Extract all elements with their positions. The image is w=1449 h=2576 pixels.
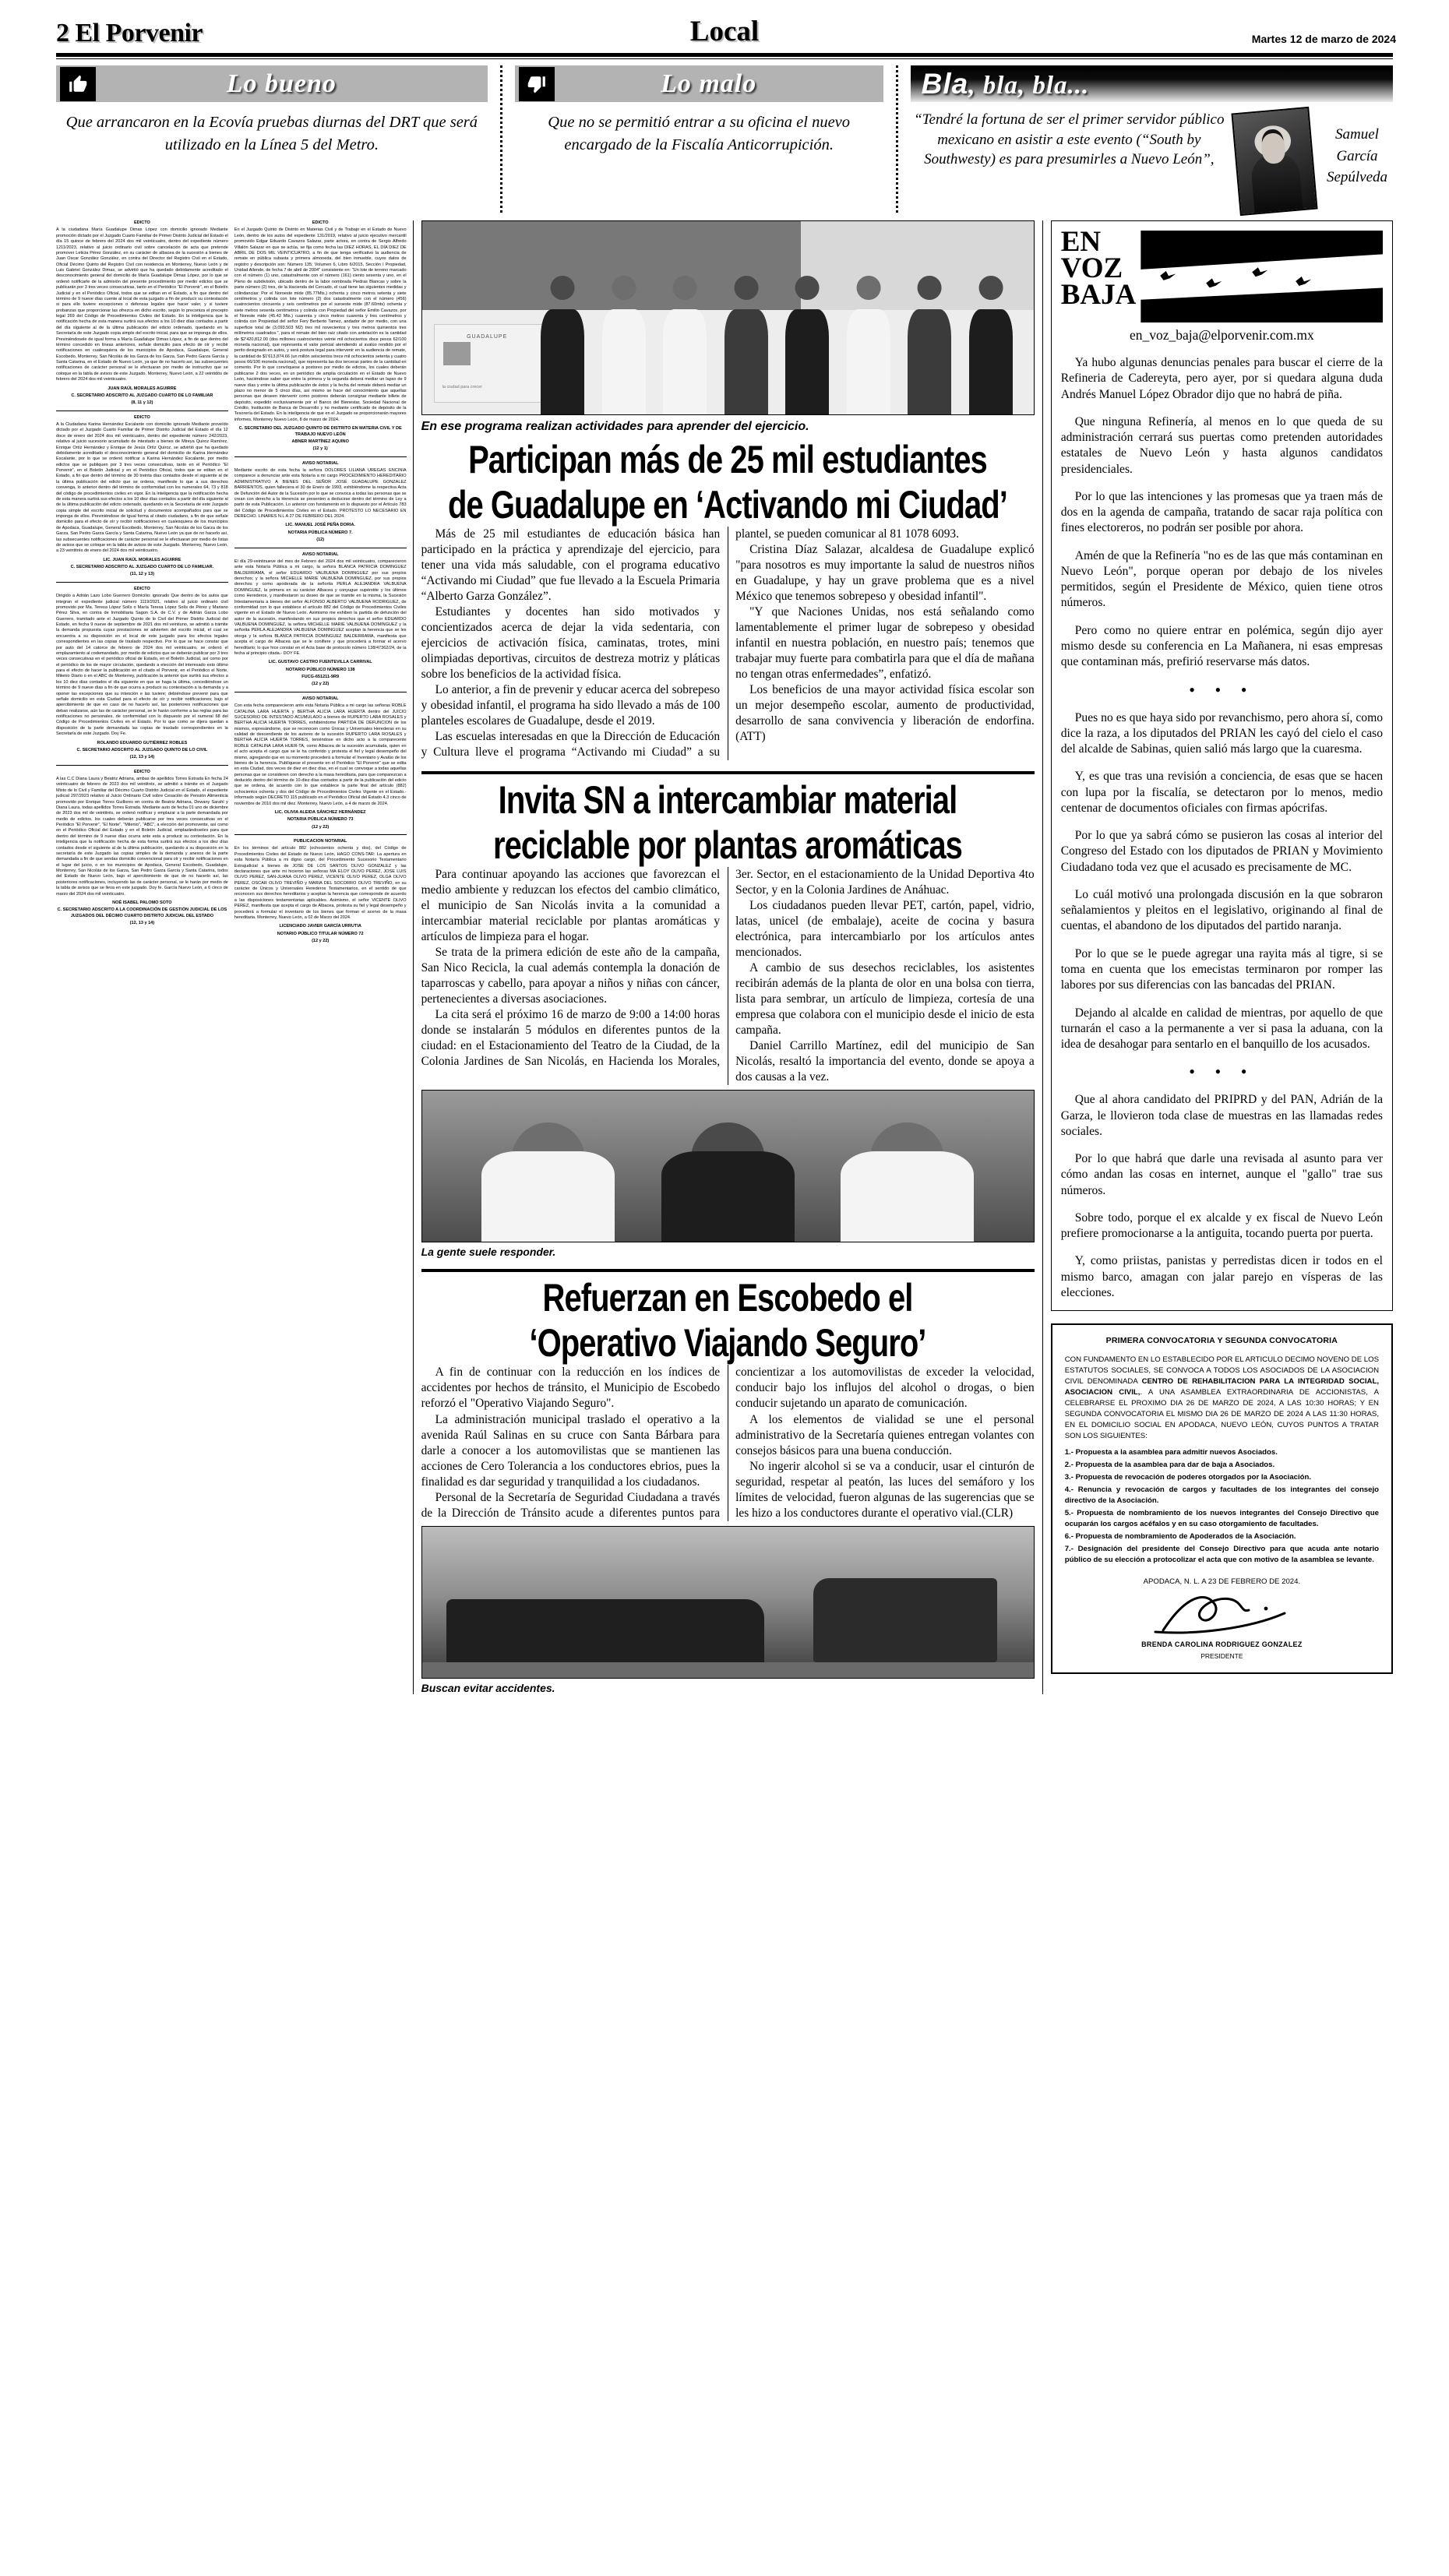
legal-notice-signature: C. SECRETARIO ADSCRITO AL JUZGADO CUARTO DE LO FAMILIAR. <box>70 565 214 569</box>
third-story-headline-line1: Refuerzan en Escobedo el <box>542 1276 913 1320</box>
page-folio: 2 El Porvenir <box>56 19 203 48</box>
en-voz-baja-title: EN VOZ BAJA <box>1060 226 1137 312</box>
second-story-paragraph: Daniel Carrillo Martínez, edil del municipio de San Nicolás, resaltó la importancia del evento, donde se apoya a dos causas a la vez. <box>735 1039 1035 1084</box>
legal-notice-signature: NOTARIA PÚBLICA NÚMERO 7. <box>287 530 353 535</box>
legal-notice-signature: (12, 13 y 14) <box>129 921 155 925</box>
legal-notice-signature: LIC. JUAN RAÚL MORALES AGUIRRE <box>103 557 182 562</box>
legal-notices-column-a <box>56 220 228 1694</box>
en-voz-baja-paragraph: Por lo que ya sabrá cómo se pusieron las cosas al interior del Congreso del Estado con los diputados de PRIAN y Movimiento Ciudadano toda vez que el acusado es precisamente de MC. <box>1060 829 1383 874</box>
legal-notice-signature: C. SECRETARIO ADSCRITO AL JUZGADO CUARTO DE LO FAMILIAR <box>71 393 213 398</box>
legal-notice-body: A la Ciudadana Karina Hernández Escalante con domicilio ignorado Mediante proveído dictado por el Juzgado Cuarto Familiar de Primer Distrito Judicial del Estado el día 12 doce de enero del 2024 dos mil veinticuatro, dentro del expediente número 242/2023, relativo al juicio sucesorio acumulado de intestado a bienes de Mireya Quiroz Ramírez, Enrique Ortíz Hernández y Enrique de Jesús Ortíz Quiroz, se advirtió que ha quedado debidamente acreditado el desconocimiento general del domicilio de Karina Hernández Escalante, por lo que se ordenó notificar a Karina Hernández Escalante, por medio edictos que se publiquen por 3 tres veces consecutivas, tanto en el Periódico “El Porvenir”, en el Boletín Judicial y en el Periódico Oficial, todos que se editan en el Estado, a fin que dentro del término de 30 treinta días contados desde el siguiente al de la última publicación del edicto que se ordena, manifieste lo que a sus derechos convenga, lo anterior dentro del término de conformidad con los numerales 64, 73 y 818 del código de procedimientos civiles en vigor. En la inteligencia que la notificación hecha de esta manera surtirá sus efectos a los 10 diez días contados a partir del día siguiente al de la última publicación del edicto ordenado, quedando en la Secretaría de este Juzgado copia simple del escrito inicial de solicitud y documentos acompañados para que se imponga de ellos. Previniéndose de igual forma al citado ciudadano, a fin de que señale domicilio para el efecto de oír y recibir notificaciones en cualesquiera de los municipios de Apodaca, Guadalupe, General Escobedo, Monterrey, San Nicolás de los Garza de los Garza, San Pedro Garza García y Santa Catarina, Nuevo León ya que de no hacerlo así, las subsecuentes notificaciones de carácter personal se le efectuaran por medio de listas de avisos que se coloque en la tabla de avisos de este Juzgado. Monterrey, Nuevo León, a 23 veintitrés de enero del 2024 dos mil veinticuatro. <box>56 422 228 554</box>
masthead <box>23 0 1426 48</box>
samuel-garcia-photo <box>1231 107 1317 216</box>
banner-bla-quote: “Tendré la fortuna de ser el primer servidor público mexicano en asistir a este evento (“South by Southwesty) es para presumirles a Nuevo León”, <box>914 111 1225 168</box>
third-story-rule <box>421 1269 1035 1272</box>
convocatoria-item: 2.- Propuesta de la asamblea para dar de baja a Asociados. <box>1064 1461 1275 1470</box>
banner-lo-malo-header <box>515 65 883 102</box>
main-story-paragraph: "Y que Naciones Unidas, nos está señalando como lamentablemente el primer lugar de sobrepeso y obesidad infantil en nuestra población, en nuestro país; tenemos que trabajar muy fuerte para combatirla para que el día de mañana no tengan otras enfermedades”, enfatizó. <box>735 605 1035 682</box>
second-story-caption: La gente suele responder. <box>421 1246 556 1259</box>
en-voz-baja-paragraph: Por lo que habrá que darle una revisada al asunto para ver cómo andan las cosas en internet, aunque el "gallo" trae sus números. <box>1060 1152 1383 1197</box>
en-voz-baja-email[interactable]: en_voz_baja@elporvenir.com.mx <box>1129 327 1314 343</box>
second-story-headline-line1: Invita SN a intercambiar material <box>498 778 957 823</box>
third-story-paragraph: La administración municipal traslado el operativo a la avenida Raúl Salinas en su cruce con Santa Bárbara para darle a conocer a los automovilistas que se mantienen las acciones de Cero Tolerancia a los conductores ebrios, pues la finalidad es dar seguridad y tranquilidad a los ciudadanos. <box>421 1412 721 1489</box>
second-story-headline-line2: reciclable por plantas aromáticas <box>493 823 963 867</box>
convocatoria-item: 6.- Propuesta de nombramiento de Apoderados de la Asociación. <box>1064 1531 1296 1541</box>
legal-notice-body: En el Juzgado Quinto de Distrito en Materias Civil y de Trabajo en el Estado de Nuevo León, dentro de los autos del expediente 131/2019, relativo al juicio ejecutivo mercantil promovido Edgar Eduardo Cavazos Salazar, parte actora, en contra de Sergio Alfredo Villalón Salazar en que se actúa, se fija como fecha las DIEZ HORAS, EL DÍA DIEZ DE ABRIL DE DOS MIL VEINTICUATRO, a fin de que tenga verificativo la audiencia de remate en pública subasta y primera almoneda, del bien inmueble, cuyos datos de registro y descripción son: Número 135; Volumen 6, Libro 6/2015, Sección I Propiedad, Unidad Allende, de fecha 7 de abril de 2004" consistente en: "Un lote de terreno marcado con el número (1) uno, catastralmente con el número (161) ciento sesenta y uno, en el Pleno de subdivisión, ubicado dentro de la labor nombrada Piedras Blancas y sobre la parte número (2) tres, de la Hacienda del Cercado, el cual tiene las siguientes medidas y colindancias: Por el Noroeste mide (85.77Mts.) ochenta y cinco metros setenta y siete centímetros y colinda con lote número (2) dos catastralmente con el número (456) cuatrocientos cincuenta y seis centímetros por el suroeste mide (87.60mts) ochenta y siete metros sesenta centímetros y colinda con Propiedad del señor Emilio Cavazos, por el Noreste mide (45.43 Mts.) cuarenta y cinco metros cuarenta y tres centímetros y colinda con Propiedad del señor Fery Berberto Tamez, andador de por medio, con una superficie total de (3,093.503 M2) tres mil novecientos y tres metros quinientos tres milímetros cuadrados.", para el remate del bien raíz citado con antelación es la cantidad de $2'420,812.00 (dos millones cuatrocientos veinte mil ochocientos doce pesos 62/100 moneda nacional), que representa el valor pericial atendiendo al avalúo rendido por el perito designado en autos, y será postura legal para intervenir en la audiencia de remate, la cantidad de $1'613,874.66 (un millón seiscientos trece mil ochocientos setenta y cuatro pesos 66/100 moneda nacional), que representa las dos terceras partes de la cantidad en comento. Por lo que convóquese a postores por medio de edictos, los cuales deberán publicarse 2 dos veces, en un periódico de amplia circulación en el Estado de Nuevo León, haciéndose saber que entre la primera y la segunda deberá mediar un lapso de 9 nueve días y entre la última publicación de éstos y la fecha del remate deberá mediar un plazo no menor de 5 cinco días, así mismo se hace del conocimiento que aquellas personas que deseen intervenir como postores deberán consignar mediante billete de depósito, expedido exclusivamente por el Banco del Bienestar, Sociedad Nacional de Crédito, Institución de Banca de Desarrollo y no mediante certificado de depósito de la Tesorería del Estado. En la inteligencia de que en el Juzgado se proporcionarán mayores informes. Monterrey Nuevo León, 8 de marzo de 2024. <box>234 227 407 422</box>
second-story-rule <box>421 771 1035 774</box>
legal-notice-signature: C. SECRETARIO ADSCRITO A LA COORDINACIÓN DE GESTIÓN JUDICIAL DE LOS JUZGADOS DEL DÉCIMO CUARTO DISTRITO JUDICIAL DEL ESTADO <box>57 907 227 918</box>
en-voz-baja-paragraph: Ya hubo algunas denuncias penales para buscar el cierre de la Refineria de Cadereyta, pero ayer, por si quedara alguna duda Andrés Manuel López Obrador dijo que no habrá de piña. <box>1060 356 1383 401</box>
legal-notice-body: Dirigido a Adrián Lazo Lobo Guerrero Domicilio: ignorado Que dentro de los autos que integran el expediente judicial número 1119/2021, relativo al juicio ordinario civil promovido por Ma. Teresa López Solís o María Teresa López Solís de Pérez y Mariano Pérez Silva, en contra de Inmobiliaria Sagon S.A. de C.V. y de Adrián Garza Lobo Guerrero, tramitado ante el Juzgado Quinto de lo Civil del Primer Distrito Judicial del Estado, en fecha 9 nueve de septiembre de 2021 dos mil veintiuno, se admitió a trámite la demanda propuesta cuyas prestaciones se advierten del escrito inicial, el cual se encuentra a su disposición en el local de este juzgado para los efectos legales correspondientes en las copias de traslado respectivo. Por lo que se hace constar que por auto del 14 catorce de febrero de 2024 dos mil veinticuatro, se ordenó el emplazamiento al codemandado, por medio de edictos que se deberán publicar por 3 tres veces consecutivas en el periódico oficial de Estado, en el Boletín Judicial, así como por el periódico de los de mayor circulación, quedando a elección del interesado esto último para el efecto de hacer la publicación en el citado el Porvenir, en el Periódico el Norte, Milenio Diario o en el ABC de Monterrey, publicación la anterior que surtirá sus efectos a los 10 diez días contados el día siguiente en que se haga la última, concediéndose un término de 9 nueve días a fin de que ocurra a producir su contestación a la demanda y a oponer las excepciones que su intención e las tuviere; debiéndose prevenir para que señale domicilio en esta Ciudad para el efecto de oír y recibir notificaciones; bajo el apercibimiento de que en caso de no hacerlo así, las posteriores notificaciones que deban realizarse, aún las de carácter personal, se le harán conforme a las reglas para las notificaciones no personales, de conformidad con lo dispuesto por el numeral 68 del Código de Procedimientos Civiles en el Estado. Por lo que como se dijera quedan a disposición de la parte demandada las copias de traslado correspondientes en la Secretaría de este Juzgado. Doy Fe. <box>56 594 228 737</box>
legal-notice-heading: EDICTO <box>133 414 150 420</box>
second-story-paragraph: Se trata de la primera edición de este año de la campaña, San Nico Recicla, la cual además contempla la donación de taparroscas y cabello, para apoyar a niños y niñas con cáncer, pertenecientes a diversas asociaciones. <box>421 946 721 1006</box>
legal-notice-signature: (8, 11 y 12) <box>131 400 153 406</box>
banner-lo-malo <box>500 65 896 213</box>
third-story-paragraph: A los elementos de vialidad se une el personal administrativo de la Secretaría quienes entregan volantes con consejos básicos para una buena conducción. <box>735 1412 1035 1457</box>
legal-notice-body: Mediante escrito de esta fecha la señora DOLORES LILIANA UREGAS ENCINIA comparece a denunciar ante esta Notaría a mi cargo PROCEDIMIENTO HEREDITARIO ADMINISTRATIVO A BIENES DEL SEÑOR JOSÉ GUADALUPE GONZALEZ BARRIENTOS, quien falleciera el 30 de Enero de 1993, exhibiéndome la respectiva Acta de Defunción del Autor de la Sucesión por lo que se convoca a todas las personas que se crean con derecho a la Herencia se presenten a deducirse dentro del término de Ley a partir de esta Publicación. Lo anterior con fundamento en lo dispuesto por el Artículo 783 del Código de Procedimientos Civiles en el Estado. PROTESTO LO NECESARIO EN DERECHO. LINARES N.L A 27 DE FEBRERO DEL 2024. <box>234 468 407 519</box>
banner-bla-bla <box>896 65 1393 213</box>
legal-notice-heading: PUBLICACION NOTARIAL <box>294 839 347 844</box>
convocatoria-item: 7.- Designación del presidente del Consejo Directivo para que acuda ante notario público de su elección a protocolizar el acta que con motivo de la asamblea se levante. <box>1064 1544 1379 1564</box>
legal-notice-signature: (12 y 22) <box>312 824 330 830</box>
legal-notice-signature: LIC. MANUEL JOSÉ PEÑA DORIA. <box>285 523 356 528</box>
second-story-paragraph: Los ciudadanos pueden llevar PET, cartón, papel, vidrio, latas, unicel (de embalaje), aceite de cocina y basura electrónica, para intercambiarlo por los artículos antes mencionados. <box>735 899 1035 960</box>
en-voz-baja-body <box>1061 355 1383 1301</box>
en-voz-baja-separator: • • • <box>1189 679 1255 700</box>
legal-notice-signature: LICENCIADO JAVIER GARCÍA URRUTIA <box>279 924 361 929</box>
legal-notices-column-b <box>234 220 407 1694</box>
en-voz-baja-paragraph: Y, como priistas, panistas y perredistas dicen ir todos en el mismo barco, amagan con jalar parejo en vísperas de las elecciones. <box>1060 1254 1383 1299</box>
legal-notice-body: El día 29-veintinueve del mes de Febrero del 2024 dos mil veinticuatro, comparecieron ante esta Notaría Pública a mi cargo, la señora BLANCA PATRICIA DOMINGUEZ BALDERRAMA, el señor EDUARDO VALBUENA DOMINGUEZ por sus propios derechos; y la señora MICHELLE MARIE VALBUENA DOMINGUEZ, por sus propios derechos y como apoderada de la señorita PERLA ALEJANDRA VALBUENA DOMINGUEZ, la primera en su carácter Albacea y conyugue supérstite y los últimos como Herederos, y manifestaron su deseo de que se tramite en la misma, la Sucesión Intestamentaria a bienes del señor ALFONSO ALBERTO VALBUENA RODRIGUEZ, de conformidad con lo que establece el artículo 882 del Código de Procedimientos Civiles vigente en el Estado de Nuevo León. Asimismo me exhiben la partida de defunción del autor de la sucesión, manifestando en sus propios derechos que el señor EDUARDO VALBUENA DOMINGUEZ, la señora MICHELLE MARIE VALBUENA DOMINGUEZ y la señorita PERLA ALEJANDRA VALBUENA DOMINGUEZ aceptan la herencia que se les otorga y la señora BLANCA PATRICIA DOMINGUEZ BALDERRAMA, manifiesta que acepta el cargo de Albacea que se le conifiere y que procederá a formar el acervo hereditario; lo que hice constar en el Acta base de protocolo número 138/47362/24, de la fecha al principio citada.- DOY FE. <box>234 559 407 656</box>
en-voz-baja-paragraph: Amén de que la Refinería "no es de las que más contaminan en Nuevo León", porque operan por debajo de los niveles permitidos, según el Presidente de México, quien tiene otros números. <box>1060 548 1383 610</box>
legal-notice-body: Con esta fecha comparecieron ante esta Notaria Pública a mi cargo las señoras ROBLE CATALINA LARA HUERTA y BERTHA ALICIA LARA HUERTA dentro del JUICIO SUCESORIO DE INTESTADO ACUMULADO a bienes de RUPERTO LARA ROSALES y BERTHA ALICIA HUERTA TORRES, exhibiéndome PARTIDA DE DEFUNCION de los mismos, expresándome, que se reconocen como Únicas y Universales Herederas en su calidad de descendiente de los autores de la sucesión RUPERTO LARA ROSALES y BERTHA ALICIA HUERTA TORRES, teniéndose en dicho acto a la comparecente ROBLE CATALINA LARA HUER-TA, como Albacea de la sucesión acumulada, quien en el acto acepta el cargo que se le ha conferido y protesta el fiel y legal desempeño del mismo, agregando que en su momento procederá a formular el Inventario y Avalúo de los bienes de la herencia. Publíquese el presente en el Periódico "El Porvenir" que se edita en esta Ciudad, dos veces de diez en diez días, en el cual se convoque a todas aquellas personas que se consideren con derecho a la masa hereditaria, para que comparezcan a deducirlo dentro del término de 10-diez días contados a partir de la publicación del edicto que se ordena, de acuerdo con lo que establece la parte final del artículo (882) ochocientos ochenta y dos del Código de Procedimientos Civiles Vigente en el Estado.-Informado según DECRETO 115 publicado en el Periódico Oficial del Estado 4.3 cinco de noviembre de 2010 dos mil diez. Monterrey, Nuevo León, a 4 de marzo de 2024. <box>234 703 407 806</box>
en-voz-baja-paragraph: Que al ahora candidato del PRIPRD y del PAN, Adrián de la Garza, le llovieron toda clase de muestras en las llamadas redes sociales. <box>1060 1093 1383 1138</box>
convocatoria-signer: BRENDA CAROLINA RODRIGUEZ GONZALEZ <box>1141 1640 1303 1649</box>
third-story-caption: Buscan evitar accidentes. <box>421 1681 555 1694</box>
masthead-rule-thin <box>56 58 1393 59</box>
en-voz-baja-paragraph: Pero como no quiere entrar en polémica, según dijo ayer mismo desde su conferencia en La Mañanera, ni esas empresas que contaminan más, prefirió reservarse más datos. <box>1060 623 1383 669</box>
legal-notice-divider <box>56 582 228 583</box>
masthead-rule <box>56 53 1393 57</box>
issue-date: Martes 12 de marzo de 2024 <box>1251 33 1396 45</box>
legal-notice-signature: ROLANDO EDUARDO GUTIÉRREZ ROBLES <box>97 740 188 745</box>
en-voz-baja-header <box>1060 226 1383 322</box>
second-story-photo <box>421 1090 1035 1242</box>
legal-notice-signature: NOTARIO PÚBLICO NÚMERO 138 <box>285 667 355 672</box>
signature-graphic <box>1065 1590 1379 1640</box>
banner-lo-bueno-title: Lo bueno <box>226 69 337 98</box>
convocatoria-signer-role: PRESIDENTE <box>1200 1652 1243 1661</box>
legal-notice-heading: AVISO NOTARIAL <box>301 460 339 466</box>
en-voz-baja-paragraph: Que ninguna Refinería, al menos en lo que queda de su administración cerrará sus puertas como pretenden autoridades estatales de Nuevo León y hasta algunos candidatos presidenciales. <box>1060 414 1383 476</box>
second-story-paragraph: Para continuar apoyando las acciones que favorezcan el medio ambiente y reduzcan los efectos del cambio climático, el municipio de San Nicolás invita a la comunidad a intercambiar material reciclable por plantas aromáticas y artículos de limpieza para el hogar. <box>421 868 721 944</box>
legal-notice-signature: (12) <box>316 537 325 543</box>
legal-notice-body: A la ciudadana María Guadalupe Dimas López con domicilio ignorado Mediante promoción dictado por el Juzgado Cuarto Familiar de Primer Distrito Judicial del Estado el día 15 quince de febrero del 2024 dos mil veinticuatro, dentro del expediente número 1211/2023, relativo al juicio ordinario civil sobre cancelación de acta que pretende promover Leticia Pérez González, en su carácter de albacea de la sucesión a bienes de Juan Oscar González González, en contra del Director del Registro Civil en el Estado, Oficial Décimo Quinto del Registro Civil con residencia en Monterrey, Nuevo León y de Luis Gabriel González Dimas, se advirtió que ha quedado debidamente acreditado el desconocimiento general del domicilio de María Guadalupe Dimas López, por lo que se ordenó notificarle de la admisión del presente procedimiento por medio edictos que se publicarán por 3 tres veces consecutivas, tanto en el Periódico “El Porvenir”, en el Boletín Judicial y en el Periódico Oficial, todos que se editan en el Estado, a fin que dentro del término de 9 nueve días cuente al local de esta juzgado a fin de producir su contestación si para ello tuviere excepciones o defensas legales que hacer valer, y si tuviere probanzas que proporcionar las ofrezca en dicho escrito, según lo preconiza el precepto legal 269 del Código de Procedimientos Civiles del Estado. En la inteligencia que la notificación hecha de esta manera surtirá sus efectos a los 10 diez días contados a partir del día siguiente al de la última publicación del edicto ordenado, quedando en la Secretaría de este Juzgado copia simple del escrito inicial, para que se imponga de ellos. Previniéndosele de igual forma a María Guadalupe Dimas López, a fin de que dentro del término concedido en líneas anteriores, señale domicilio para efecto de oír y recibir notificaciones en cualesquiera de los municipios de Apodaca, Guadalupe, General Escobedo, Monterrey, San Nicolás de los Garza de los Garza, San Pedro Garza García y Santa Catarina, en el Estado de Nuevo León, ya que de no hacerlo así, las subsecuentes notificaciones de carácter personal se le efectuaran por medio de instructivo que se coloque en la tabla de avisos de este Juzgado. Monterrey, Nuevo León, a 22 veintidós de febrero del 2024 dos mil veinticuatro. <box>56 227 228 382</box>
third-story-body <box>421 1365 1035 1521</box>
thumbs-down-icon <box>519 67 555 101</box>
legal-notice-signature: (12, 13 y 14) <box>129 755 155 760</box>
page-body-grid <box>56 220 1393 1694</box>
banner-lo-bueno <box>56 65 500 213</box>
en-voz-baja-paragraph: Por lo que las intenciones y las promesas que ya traen más de dos en la agenda de campaña, tratando de sacar raja política con fines electoreros, no podrán ser posible por ahora. <box>1060 489 1383 535</box>
third-story-paragraph: A fin de continuar con la reducción en los índices de accidentes por hechos de tránsito, el Municipio de Escobedo reforzó el "Operativo Viajando Seguro". <box>421 1366 721 1411</box>
convocatoria-item: 4.- Renuncia y revocación de cargos y facultades de los integrantes del consejo directivo de la Asociación. <box>1064 1485 1379 1506</box>
en-voz-baja-paragraph: Pues no es que haya sido por revanchismo, pero ahora sí, como dice la raza, a los diputados del PRIAN les cayó del cielo el caso del alcalde de Sabinas, quien salió más largo que la cuaresma. <box>1060 710 1383 756</box>
main-story-headline-line2: de Guadalupe en ‘Activando mi Ciudad’ <box>448 482 1008 527</box>
banner-lo-bueno-header <box>56 65 488 102</box>
legal-notice-signature: (12 y 1) <box>312 446 328 452</box>
banner-bla-title <box>911 68 1393 100</box>
legal-notice-signature: (11, 12 y 13) <box>129 572 154 577</box>
legal-notice-divider <box>56 765 228 766</box>
opinion-banners <box>56 65 1393 213</box>
legal-notice-signature: NOTARIA PÚBLICA NÚMERO 73 <box>287 817 354 823</box>
opinion-column <box>1043 220 1393 1694</box>
legal-notice-signature: FUCG-651211-9R9 <box>301 675 340 679</box>
legal-notice-signature: NOÉ ISABEL PALOMO SOTO <box>112 900 172 905</box>
en-voz-baja-paragraph: Lo cuál motivó una prolongada discusión en la que sobraron señalamientos y pleitos en el legislativo, originando al final de cuentas, el abandono de los diputados del partido naranja. <box>1060 887 1383 933</box>
main-story-paragraph: Los beneficios de una mayor actividad física escolar son un mejor desempeño escolar, aumento de productividad, desarrollo de sana convivencia y liberación de endorfina.(ATT) <box>735 683 1035 744</box>
convocatoria-intro: CON FUNDAMENTO EN LO ESTABLECIDO POR EL ARTICULO DECIMO NOVENO DE LOS ESTATUTOS SOCIALES, SE CONVOCA A TODOS LOS ASOCIADOS DE LA ASOCIACION CIVIL DENOMINADA CENTRO DE REHABILITACION PARA LA INTEGRIDAD SOCIAL, ASOCIACION CIVIL,. A UNA ASAMBLEA EXTRAORDINARIA DE ACCIONISTAS, A CELEBRARSE EL PROXIMO DIA 26 DE MARZO DE 2024, A LAS 10:30 HORAS; Y EN SEGUNDA CONVOCATORIA EL MISMO DIA 26 DE MARZO DE 2024 A LAS 11:30 HORAS, EN EL DOMICILIO SOCIAL EN APODACA, NUEVO LEÓN, CUYOS PUNTOS A TRATAR SON LOS SIGUIENTES: <box>1064 1355 1380 1440</box>
en-voz-baja-paragraph: Por lo que se le puede agregar una rayita más al tigre, si se toma en cuenta que los emecistas terminaron por romper las labores por sus diferencias con las bancadas del PRIAN. <box>1060 946 1383 992</box>
legal-notice-signature: ABNER MARTÍNEZ AQUINO <box>291 439 349 444</box>
whisper-illustration-icon <box>1141 231 1383 322</box>
legal-notice-heading: AVISO NOTARIAL <box>301 551 339 557</box>
main-story-paragraph: Lo anterior, a fin de prevenir y educar acerca del sobrepeso y obesidad infantil, el programa ha sido llevado a más de 100 planteles escolares de Guadalupe, desde el 2019. <box>421 683 721 728</box>
legal-notice-signature: LIC. GUSTAVO CASTRO FUENTEVILLA CARRIVAL <box>268 660 372 665</box>
banner-lo-malo-text: Que no se permitió entrar a su oficina el nuevo encargado de la Fiscalía Anticorrupición. <box>548 114 851 154</box>
main-content-column <box>413 220 1043 1694</box>
convocatoria-item: 3.- Propuesta de revocación de poderes otorgados por la Asociación. <box>1064 1473 1312 1482</box>
banner-lo-bueno-text: Que arrancaron en la Ecovía pruebas diurnas del DRT que será utilizado en la Línea 5 del Metro. <box>65 114 478 154</box>
legal-notice-signature: JUAN RAÚL MORALES AGUIRRE <box>108 386 177 391</box>
legal-notice-heading: EDICTO <box>312 220 329 225</box>
legal-notice-body: A las C.C Diana Laura y Beatriz Adriana, ambas de apellidos Torres Estrada En fecha 24 veinticuatro de febrero de 2023 dos mil veintitrés, se admitió a trámite en el Juzgado Mixto de lo Civil y Familiar del Décimo Cuarto Distrito Judicial en el Estado, el expediente judicial 297/2023 relativo al Juicio Ordinario Civil sobre Cesación de Pensión Alimenticia promovido por Enrique Torres Guillores en contra de Beatriz Adriana, Dewany Sarahí y Diana Laura, todas apellidos Torres Estrada. Mediante auto de fecha 01 uno de diciembre de 2023 dos mil de veintitrés, se ordenó notificar y emplazar a la parte demandada por medio de edictos, los cuales deberán publicarse por tres veces consecutivas en el Periódico “El Porvenir”, “El Norte”, “Milenio”, “ABC”, a elección del promovente, así como en el Periódico Oficial del Estado y en el Boletín Judicial, emplazándoseles para que dentro del término de 9 nueve días ocurra ante esta a producir su contestación. En la inteligencia que la notificación hecha de esta forma surtirá sus efectos a los diez días contados desde el siguiente al de la última publicación, quedando a su disposición en la secretaría de este Juzgado las copias simples de la demanda y anexos de la parte demandada a fin de que sendas domicilio convencional para oír y recibir notificaciones en el lugar del juicio, o en los municipios de Apodaca, General Escobedo, Guadalupe, Monterrey, San Nicolás de los Garza, San Pedro Garza García y Santa Catarina, todos del Estado de Nuevo León, bajo el apercibimiento de que de no hacerlo así, las posteriores notificaciones, incluyendo las de carácter personal, se le harán por medio de la tabla de avisos que se lleva en este juzgado. Doy fe. García Nuevo León, a 6 cinco de marzo del 2024 dos mil veinticuatro. <box>56 777 228 897</box>
legal-notice-divider <box>234 456 407 457</box>
third-story-paragraph: No ingerir alcohol si se va a conducir, usar el cinturón de seguridad, respetar al peatón, las luces del semáforo y los límites de velocidad, fueron algunas de las sugerencias que se les hizo a los conductores durante el operativo vial.(CLR) <box>735 1459 1035 1520</box>
convocatoria-title: PRIMERA CONVOCATORIA Y SEGUNDA CONVOCATORIA <box>1105 1336 1338 1346</box>
en-voz-baja-separator: • • • <box>1189 1062 1255 1082</box>
en-voz-baja-paragraph: Y, es que tras una revisión a conciencia, de esas que se hacen con lupa por la fiscalía, se detectaron por lo menos, medio centenar de documentos oficiales con firmas apócrifas. <box>1060 770 1383 815</box>
thumbs-up-icon <box>60 67 96 101</box>
main-story-paragraph: Cristina Díaz Salazar, alcaldesa de Guadalupe explicó "para nosotros es muy importante la salud de nuestros niños en Guadalupe, y hay un grave problema que es a nivel México que tenemos sobrepeso y obesidad infantil". <box>735 543 1035 604</box>
main-story-body <box>421 527 1035 760</box>
convocatoria-notice <box>1051 1323 1393 1674</box>
second-story-body <box>421 867 1035 1085</box>
second-story-paragraph: A cambio de sus desechos reciclables, los asistentes recibirán además de la planta de olor en una bolsa con tierra, lista para sembrar, un artículo de limpieza, cortesía de una empresa que colabora con el municipio desde el inicio de esta campaña. <box>735 961 1035 1038</box>
event-backdrop: GUADALUPE la ciudad para crecer <box>434 324 558 403</box>
legal-notice-signature: (12 y 22) <box>312 682 330 687</box>
banner-bla-attribution: Samuel García Sepúlveda <box>1326 126 1388 186</box>
main-story-paragraph: Estudiantes y docentes han sido motivados y concientizados acerca de dejar la vida sedentaria, con ejercicios de activación física, caminatas, trotes, mini olimpiadas deportivas, circuitos de destreza motriz y pláticas sobre los beneficios de la actividad física. <box>421 605 721 682</box>
main-story-paragraph: Las escuelas interesadas en que la Dirección de Educación y Cultura lleve el programa “Activando mi Ciudad” a su plantel, se pueden comunicar al 81 1078 6093. <box>421 527 959 759</box>
third-story-paragraph: Personal de la Secretaría de Seguridad Ciudadana a través de la Dirección de Tránsito acude a diferentes puntos para concientizar a los automovilistas de exceder la velocidad, conducir bajo los influjos del alcohol o drogas, o bien conducir sujetando un aparato de comunicación. <box>421 1366 1035 1520</box>
legal-notice-signature: (12 y 22) <box>312 939 330 943</box>
legal-notice-signature: NOTARIO PÚBLICO TITULAR NÚMERO 72 <box>277 931 364 936</box>
second-story-paragraph: La cita será el próximo 16 de marzo de 9:00 a 14:00 horas donde se instalarán 5 módulos en diferentes puntos de la ciudad: en el Estacionamiento del Teatro de la Ciudad, de la Colonia Jardines de San Nicolás, en Hacienda los Morales, 3er. Sector, en el estacionamiento de la Unidad Deportiva 4to Sector, y en la Colonia Jardines de Anáhuac. <box>421 868 1035 1069</box>
third-story-photo <box>421 1526 1035 1679</box>
legal-notice-signature: LIC. OLIVIA ALEIDA SÁNCHEZ HERNÁNDEZ <box>274 809 366 815</box>
banner-bla-header <box>911 65 1393 102</box>
legal-notice-body: En los términos del artículo 882 (ochocientos ochenta y dos), del Código de Procedimientos Civiles del Estado de Nuevo León, HAGO CONS-TAR: La apertura en esta Notaría Pública a mi digno cargo, del Procedimiento Sucesorio Testamentario Extrajudicial a bienes de JOSE DE LOS SANTOS OLIVO GONZALEZ y las declaraciones que ante mi hicieron las señoras MA ELOY OLIVO PEREZ, JOSE LUIS OLIVO PEREZ, SAN-JUANA OLIVO PEREZ, VICENTE OLIVO PEREZ, OLGA OLIVO PEREZ, OSCAR OLIVO TREVIÑO y MARIA DEL SOCORRO OLIVO TREVIÑO, en su carácter de Únicos y Universales Herederos Testamentarios, en el sentido de que reconocen sus derechos hereditarios y aceptan la herencia que corresponde de acuerdo a las disposiciones testamentarias aplicables. Asimismo, el señor VICENTE OLIVO PEREZ, manifiesta que acepta el cargo de Albacea, protesta su fiel y legal desempeño y procederá a formular el inventario de los bienes que forman el acervo de la masa hereditaria. Monterrey, Nuevo León, a 02 de Marzo del 2024. <box>234 846 407 920</box>
main-story-paragraph: Más de 25 mil estudiantes de educación básica han participado en la práctica y aprendizaje del ejercicio, para tener una vida más saludable, con el programa educativo “Activando mi Ciudad” que fue llevado a la Escuela Primaria “Alberto Garza González”. <box>421 527 721 604</box>
legal-notice-heading: EDICTO <box>133 220 150 225</box>
banner-bla-title-bold: Bla <box>921 67 969 100</box>
legal-notice-signature: C. SECRETARIO DEL JUZGADO QUINTO DE DISTRITO EN MATERIA CIVIL Y DE TRABAJO NUEVO LEÓN <box>238 426 402 437</box>
banner-bla-title-rest: , bla, bla... <box>968 71 1090 100</box>
legal-notice-signature: C. SECRETARIO ADSCRITO AL JUZGADO QUINTO DE LO CIVIL <box>76 747 208 752</box>
third-story-headline-line2: ‘Operativo Viajando Seguro’ <box>529 1320 926 1365</box>
en-voz-baja-box <box>1051 220 1393 1311</box>
legal-notice-heading: EDICTO <box>133 586 150 591</box>
convocatoria-item: 1.- Propuesta a la asamblea para admitir nuevos Asociados. <box>1064 1448 1278 1457</box>
convocatoria-items <box>1065 1447 1379 1565</box>
section-title: Local <box>689 16 760 48</box>
legal-notice-divider <box>234 834 407 835</box>
legal-notices-section <box>56 220 413 1694</box>
convocatoria-item: 5.- Propuesta de nombramiento de los nuevos integrantes del Consejo Directivo que ocuparán los cargos acéfalos y en su caso otorgamiento de facultades. <box>1064 1509 1379 1528</box>
en-voz-baja-paragraph: Sobre todo, porque el ex alcalde y ex fiscal de Nuevo León prefiere promocionarse a la antiguita, tocando puerta por puerta. <box>1060 1210 1383 1241</box>
banner-lo-malo-title: Lo malo <box>661 69 757 98</box>
en-voz-baja-paragraph: Dejando al alcalde en calidad de mientras, por aquello de que turnarán el caso a la permanente a ver si pasa la aduana, con la idea de desahogar para sentarlo en el banquillo de los acusados. <box>1060 1006 1383 1052</box>
legal-notice-heading: AVISO NOTARIAL <box>301 696 339 701</box>
convocatoria-place-date: APODACA, N. L. A 23 DE FEBRERO DE 2024. <box>1143 1577 1301 1586</box>
main-story-caption: En ese programa realizan actividades para aprender del ejercicio. <box>421 420 809 433</box>
main-story-photo <box>421 220 1035 415</box>
legal-notice-heading: EDICTO <box>133 769 150 774</box>
banner-bla-body <box>911 102 1393 213</box>
main-story-headline-line1: Participan más de 25 mil estudiantes <box>468 438 988 481</box>
